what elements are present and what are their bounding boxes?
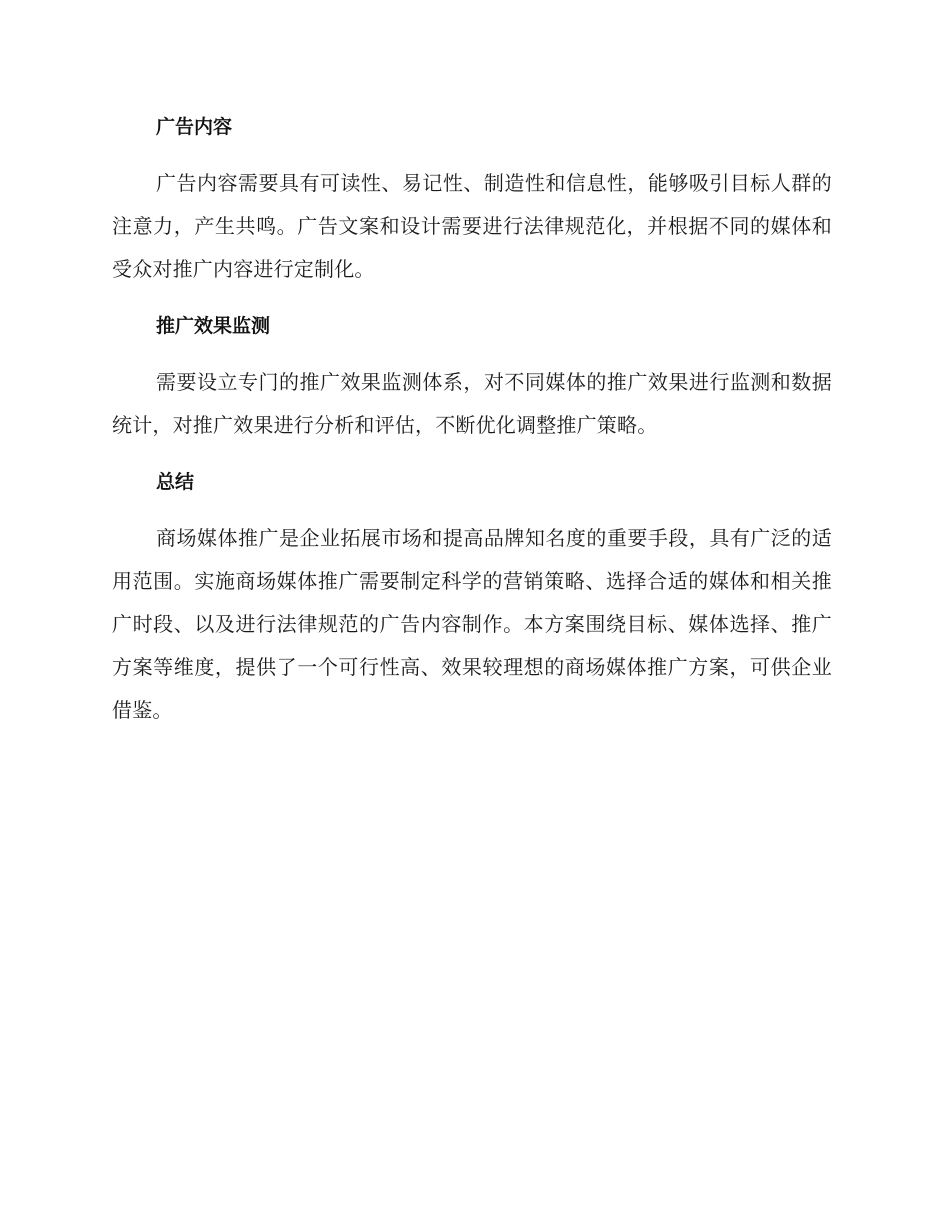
section-ad-content (112, 108, 832, 291)
section-heading: 广告内容 (156, 116, 233, 138)
section-effect-monitoring (112, 307, 832, 447)
section-summary (112, 463, 832, 732)
section-paragraph: 需要设立专门的推广效果监测体系，对不同媒体的推广效果进行监测和数据统计，对推广效果进行分析和评估，不断优化调整推广策略。 (112, 370, 832, 437)
section-paragraph: 广告内容需要具有可读性、易记性、制造性和信息性，能够吸引目标人群的注意力，产生共鸣。广告文案和设计需要进行法律规范化，并根据不同的媒体和受众对推广内容进行定制化。 (112, 171, 832, 281)
section-heading: 推广效果监测 (156, 315, 271, 337)
section-paragraph: 商场媒体推广是企业拓展市场和提高品牌知名度的重要手段，具有广泛的适用范围。实施商场媒体推广需要制定科学的营销策略、选择合适的媒体和相关推广时段、以及进行法律规范的广告内容制作。本方案围绕目标、媒体选择、推广方案等维度，提供了一个可行性高、效果较理想的商场媒体推广方案，可供企业借鉴。 (112, 526, 832, 722)
section-heading: 总结 (156, 471, 195, 493)
